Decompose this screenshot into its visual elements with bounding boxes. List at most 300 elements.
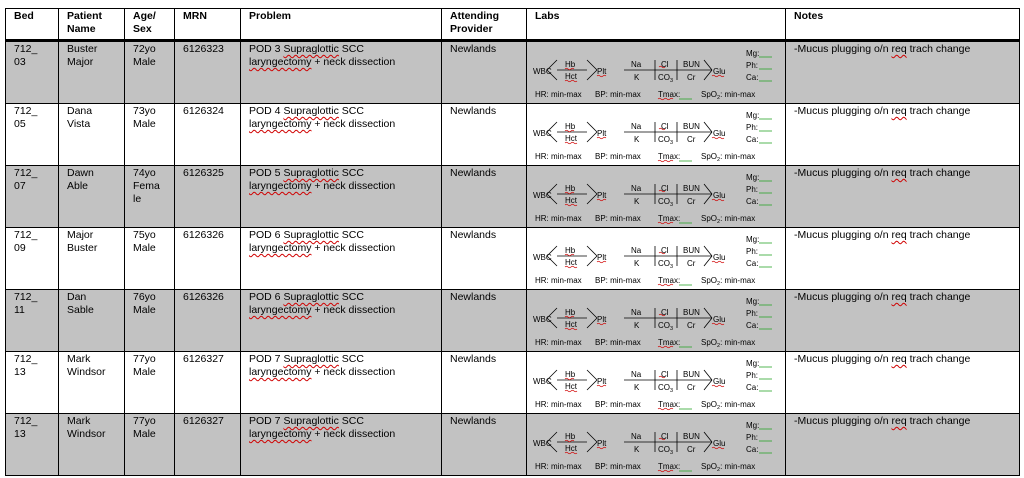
problem-line-2 [249,180,433,193]
lab-ph: Ph: [746,185,759,194]
lab-hr: HR: min-max [535,152,582,161]
problem-line-1 [249,353,433,366]
lab-hr: HR: min-max [535,276,582,285]
labs-cell [527,228,786,290]
header-row [6,9,1020,41]
header-notes: Notes [786,9,1020,41]
bed-line: 09 [14,242,26,254]
lab-hb: Hb [565,370,576,379]
lab-k: K [634,259,640,268]
age-sex-line: Male [133,428,156,440]
bmp-line [704,122,712,132]
lab-spo2 [701,462,755,473]
patient-name-line: Major [67,229,94,241]
age-sex-cell [125,228,175,290]
lab-ph: Ph: [746,371,759,380]
problem-neck-dissection: + neck dissection [311,304,396,316]
lab-hr: HR: min-max [535,400,582,409]
bed-line: 712_ [14,353,38,365]
cbc-line [587,122,597,132]
lab-co3 [658,197,673,208]
lab-spo2-b: : min-max [720,90,756,99]
bed-cell [6,228,59,290]
lab-hb: Hb [565,122,576,131]
bmp-line [704,318,712,328]
problem-pod: POD 7 [249,415,284,427]
bed-line: 07 [14,180,26,192]
patient-name-line: Windsor [67,366,106,378]
patient-name-line: Vista [67,118,91,130]
lab-co3-main: CO [658,135,670,144]
problem-neck-dissection: + neck dissection [311,366,396,378]
patient-name-line: Dawn [67,167,94,179]
problem-pod: POD 6 [249,291,284,303]
notes-post: trach change [906,43,971,55]
lab-diagram [527,290,785,351]
problem-line-2 [249,56,433,69]
lab-spo2-a: SpO [701,462,718,471]
lab-cr: Cr [687,197,696,206]
age-sex-line: Fema [133,180,160,192]
cbc-line [587,380,597,390]
patient-name-line: Major [67,56,94,68]
lab-bun: BUN [683,184,700,193]
lab-bp: BP: min-max [595,214,641,223]
problem-line-1 [249,105,433,118]
cbc-line [587,370,597,380]
lab-co3-sub: 3 [670,140,674,146]
lab-ph: Ph: [746,123,759,132]
bed-cell [6,104,59,166]
attending-cell: Newlands [442,290,527,352]
table-row [6,414,1020,476]
notes-req: req [891,167,907,179]
lab-tmax: Tmax: [658,214,681,223]
lab-tmax: Tmax: [658,338,681,347]
bed-line: 13 [14,428,26,440]
lab-spo2-sub: 2 [717,95,721,101]
bmp-line [704,70,712,80]
problem-supraglottic: Supraglottic [283,105,339,117]
lab-diagram [527,228,785,289]
lab-diagram [527,414,785,475]
lab-co3 [658,73,673,84]
lab-bp: BP: min-max [595,338,641,347]
bmp-line [704,380,712,390]
problem-line-1 [249,415,433,428]
cbc-line [587,132,597,142]
cbc-line [587,256,597,266]
lab-hr: HR: min-max [535,462,582,471]
lab-ca: Ca: [746,197,759,206]
lab-bp: BP: min-max [595,152,641,161]
age-sex-line: le [133,193,142,205]
problem-neck-dissection: + neck dissection [311,180,396,192]
header-age-line: Age/ [133,10,156,22]
lab-hct: Hct [565,320,577,329]
lab-spo2-b: : min-max [720,338,756,347]
attending-cell: Newlands [442,104,527,166]
bed-line: 712_ [14,43,38,55]
lab-hb: Hb [565,308,576,317]
lab-spo2-sub: 2 [717,281,721,287]
patient-name-cell [59,41,125,104]
lab-na: Na [631,184,642,193]
problem-line-1 [249,229,433,242]
lab-glu: Glu [713,439,726,448]
lab-tmax: Tmax: [658,400,681,409]
labs-cell [527,104,786,166]
mrn-cell: 6126327 [175,352,241,414]
notes-cell [786,414,1020,476]
header-attending-line: Attending [450,10,499,22]
problem-pod: POD 7 [249,353,284,365]
lab-spo2-b: : min-max [720,400,756,409]
notes-post: trach change [906,415,971,427]
notes-cell [786,352,1020,414]
lab-ca: Ca: [746,321,759,330]
notes-post: trach change [906,167,971,179]
patient-name-line: Sable [67,304,94,316]
table-row [6,228,1020,290]
lab-diagram [527,352,785,413]
lab-co3-main: CO [658,259,670,268]
lab-spo2-sub: 2 [717,467,721,473]
lab-bun: BUN [683,308,700,317]
header-patient-line: Patient [67,10,103,22]
bmp-line [704,246,712,256]
header-age-sex [125,9,175,41]
notes-req: req [891,229,907,241]
problem-neck-dissection: + neck dissection [311,56,396,68]
lab-mg: Mg: [746,111,760,120]
notes-cell [786,228,1020,290]
notes-req: req [891,353,907,365]
lab-bp: BP: min-max [595,462,641,471]
notes-req: req [891,291,907,303]
bed-line: 712_ [14,105,38,117]
lab-plt: Plt [597,377,607,386]
age-sex-line: 72yo [133,43,156,55]
problem-pod: POD 3 [249,43,284,55]
header-problem: Problem [241,9,442,41]
notes-cell [786,290,1020,352]
problem-laryngectomy: laryngectomy [249,304,312,316]
notes-pre: -Mucus plugging o/n [794,291,892,303]
lab-ca: Ca: [746,259,759,268]
age-sex-line: Male [133,118,156,130]
notes-cell [786,166,1020,228]
cbc-line [587,184,597,194]
table-row [6,104,1020,166]
lab-co3 [658,259,673,270]
lab-wbc: WBC [533,191,552,200]
lab-cl: Cl [661,122,669,131]
problem-scc: SCC [338,43,364,55]
lab-spo2 [701,90,755,101]
notes-post: trach change [906,353,971,365]
lab-hb: Hb [565,60,576,69]
lab-mg: Mg: [746,235,760,244]
lab-bun: BUN [683,246,700,255]
age-sex-line: 75yo [133,229,156,241]
notes-pre: -Mucus plugging o/n [794,43,892,55]
lab-na: Na [631,370,642,379]
lab-co3 [658,383,673,394]
problem-scc: SCC [338,167,364,179]
notes-pre: -Mucus plugging o/n [794,105,892,117]
header-age-line: Sex [133,23,152,35]
mrn-cell: 6126326 [175,290,241,352]
lab-co3-main: CO [658,383,670,392]
notes-cell [786,104,1020,166]
lab-co3 [658,135,673,146]
header-bed: Bed [6,9,59,41]
lab-spo2-sub: 2 [717,343,721,349]
lab-co3-sub: 3 [670,388,674,394]
cbc-line [587,246,597,256]
lab-hr: HR: min-max [535,214,582,223]
problem-cell [241,104,442,166]
bmp-line [704,194,712,204]
lab-glu: Glu [713,253,726,262]
lab-diagram [527,42,785,103]
bed-cell [6,352,59,414]
lab-plt: Plt [597,439,607,448]
lab-ph: Ph: [746,61,759,70]
lab-spo2-a: SpO [701,338,718,347]
lab-spo2-a: SpO [701,276,718,285]
problem-supraglottic: Supraglottic [283,229,339,241]
problem-line-2 [249,366,433,379]
lab-tmax: Tmax: [658,90,681,99]
lab-bun: BUN [683,122,700,131]
lab-mg: Mg: [746,49,760,58]
lab-plt: Plt [597,129,607,138]
lab-glu: Glu [713,377,726,386]
lab-wbc: WBC [533,67,552,76]
patient-name-cell [59,352,125,414]
patient-name-cell [59,104,125,166]
bed-cell [6,166,59,228]
problem-scc: SCC [338,229,364,241]
lab-co3-sub: 3 [670,450,674,456]
notes-pre: -Mucus plugging o/n [794,167,892,179]
notes-post: trach change [906,229,971,241]
lab-na: Na [631,122,642,131]
lab-hb: Hb [565,432,576,441]
age-sex-line: 73yo [133,105,156,117]
lab-k: K [634,197,640,206]
attending-cell: Newlands [442,166,527,228]
age-sex-cell [125,41,175,104]
problem-neck-dissection: + neck dissection [311,242,396,254]
bed-cell [6,41,59,104]
notes-post: trach change [906,105,971,117]
lab-k: K [634,321,640,330]
lab-na: Na [631,308,642,317]
lab-co3-sub: 3 [670,326,674,332]
problem-laryngectomy: laryngectomy [249,56,312,68]
bmp-line [704,60,712,70]
lab-hb: Hb [565,184,576,193]
lab-tmax: Tmax: [658,462,681,471]
lab-bp: BP: min-max [595,400,641,409]
lab-spo2 [701,338,755,349]
lab-hct: Hct [565,134,577,143]
lab-tmax: Tmax: [658,152,681,161]
lab-plt: Plt [597,253,607,262]
lab-wbc: WBC [533,315,552,324]
lab-co3-sub: 3 [670,202,674,208]
problem-line-1 [249,43,433,56]
age-sex-line: 77yo [133,415,156,427]
lab-cl: Cl [661,308,669,317]
lab-hct: Hct [565,258,577,267]
problem-line-1 [249,291,433,304]
bed-line: 712_ [14,167,38,179]
problem-neck-dissection: + neck dissection [311,428,396,440]
bmp-line [704,184,712,194]
lab-cr: Cr [687,445,696,454]
age-sex-line: Male [133,304,156,316]
table-row [6,41,1020,104]
problem-laryngectomy: laryngectomy [249,366,312,378]
problem-line-2 [249,242,433,255]
lab-spo2-b: : min-max [720,214,756,223]
mrn-cell: 6126326 [175,228,241,290]
problem-supraglottic: Supraglottic [283,415,339,427]
lab-plt: Plt [597,191,607,200]
lab-ph: Ph: [746,247,759,256]
patient-name-cell [59,166,125,228]
lab-spo2 [701,276,755,287]
patient-rows [6,41,1020,476]
problem-neck-dissection: + neck dissection [311,118,396,130]
lab-hct: Hct [565,382,577,391]
problem-laryngectomy: laryngectomy [249,118,312,130]
bed-cell [6,414,59,476]
problem-pod: POD 6 [249,229,284,241]
bed-line: 11 [14,304,25,316]
lab-glu: Glu [713,191,726,200]
lab-mg: Mg: [746,359,760,368]
bed-line: 712_ [14,415,38,427]
lab-glu: Glu [713,315,726,324]
cbc-line [587,442,597,452]
bmp-line [704,256,712,266]
bmp-line [704,132,712,142]
age-sex-cell [125,104,175,166]
problem-pod: POD 5 [249,167,284,179]
lab-co3-main: CO [658,321,670,330]
problem-cell [241,41,442,104]
lab-spo2-a: SpO [701,214,718,223]
lab-cr: Cr [687,73,696,82]
problem-supraglottic: Supraglottic [283,167,339,179]
lab-wbc: WBC [533,129,552,138]
problem-cell [241,414,442,476]
lab-cl: Cl [661,432,669,441]
problem-laryngectomy: laryngectomy [249,242,312,254]
lab-co3-sub: 3 [670,264,674,270]
bed-line: 03 [14,56,26,68]
lab-co3 [658,321,673,332]
lab-k: K [634,135,640,144]
lab-co3-main: CO [658,73,670,82]
patient-name-line: Dan [67,291,87,303]
bed-line: 13 [14,366,26,378]
lab-tmax: Tmax: [658,276,681,285]
age-sex-cell [125,414,175,476]
lab-cl: Cl [661,184,669,193]
patient-name-line: Buster [67,242,98,254]
lab-ph: Ph: [746,309,759,318]
problem-line-2 [249,428,433,441]
labs-cell [527,41,786,104]
bed-line: 05 [14,118,26,130]
age-sex-cell [125,166,175,228]
lab-spo2-b: : min-max [720,276,756,285]
attending-cell: Newlands [442,41,527,104]
notes-req: req [891,415,907,427]
lab-spo2 [701,400,755,411]
lab-spo2-a: SpO [701,90,718,99]
lab-bun: BUN [683,370,700,379]
lab-cl: Cl [661,370,669,379]
patient-name-cell [59,290,125,352]
header-labs: Labs [527,9,786,41]
cbc-line [587,432,597,442]
mrn-cell: 6126323 [175,41,241,104]
lab-hct: Hct [565,196,577,205]
lab-cr: Cr [687,135,696,144]
notes-post: trach change [906,291,971,303]
lab-hct: Hct [565,444,577,453]
table-row [6,352,1020,414]
lab-glu: Glu [713,67,726,76]
lab-bun: BUN [683,60,700,69]
problem-scc: SCC [338,353,364,365]
lab-spo2 [701,214,755,225]
lab-spo2-a: SpO [701,400,718,409]
age-sex-line: Male [133,366,156,378]
bmp-line [704,308,712,318]
attending-cell: Newlands [442,228,527,290]
cbc-line [587,194,597,204]
lab-cl: Cl [661,246,669,255]
patient-name-cell [59,228,125,290]
bmp-line [704,370,712,380]
lab-spo2-a: SpO [701,152,718,161]
lab-k: K [634,383,640,392]
patient-list-document [5,8,1019,476]
lab-bun: BUN [683,432,700,441]
notes-req: req [891,43,907,55]
lab-cr: Cr [687,321,696,330]
age-sex-line: Male [133,242,156,254]
header-patient-name [59,9,125,41]
lab-na: Na [631,246,642,255]
lab-na: Na [631,432,642,441]
lab-glu: Glu [713,129,726,138]
lab-mg: Mg: [746,297,760,306]
patient-name-line: Dana [67,105,93,117]
labs-cell [527,414,786,476]
lab-spo2-b: : min-max [720,152,756,161]
bmp-line [704,432,712,442]
problem-line-2 [249,304,433,317]
